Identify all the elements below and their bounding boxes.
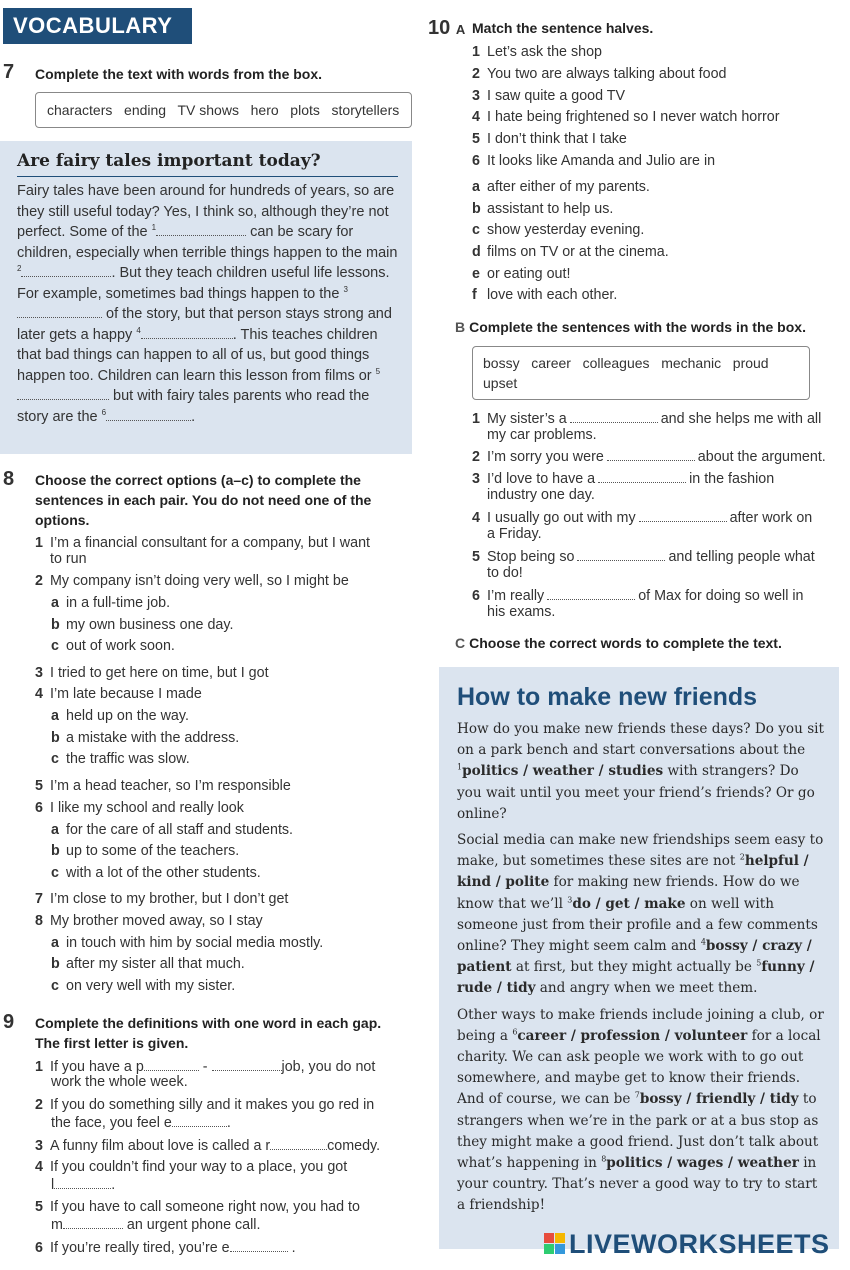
ex9-gap[interactable]: [54, 1176, 111, 1189]
gap-1[interactable]: [156, 223, 246, 236]
ex8-option-a[interactable]: a held up on the way.: [51, 708, 189, 724]
exercise-8-instruction: Choose the correct options (a–c) to complete the sentences in each pair. You do not need one of the options.: [35, 472, 372, 528]
choice-4[interactable]: bossy / crazy / patient: [457, 938, 812, 976]
fairy-tales-text: Fairy tales have been around for hundreds of years, so are they still useful today? Yes, I think so, although they’re not perfect. Some of the $^1$ can be scary for children, especially when terrible things happen to the main $^2$ . But they teach children useful life lessons. For example, sometimes bad things happen to the $^3$ of the story, but that person stays strong and later gets a happy $^4$ . This teaches children that bad things can happen to all of us, but good things happen too. Children can learn this lesson from films or $^5$ but with fairy tales parents who read the story are the $^6$ .: [17, 183, 398, 425]
exercise-8-number: 8: [3, 468, 15, 490]
logo-icon: [544, 1233, 566, 1255]
ex10a-item-5: 5 I don’t think that I take: [472, 131, 627, 147]
ex10b-gap[interactable]: [607, 448, 695, 461]
ex10a-item-2: 2 You two are always talking about food: [472, 66, 727, 82]
ex10b-item-1: 1 My sister’s a and she helps me with all: [472, 411, 822, 427]
ex9-item-1: 1 If you have a p - job, you do not: [35, 1059, 376, 1075]
ex8-option-a[interactable]: a for the care of all staff and students.: [51, 822, 294, 838]
ex8-option-b[interactable]: b after my sister all that much.: [51, 956, 245, 972]
ex10b-gap[interactable]: [639, 509, 727, 522]
ex10b-gap[interactable]: [577, 548, 665, 561]
ex10a-match-d[interactable]: d films on TV or at the cinema.: [472, 244, 669, 260]
ex8-item-5: 5 I’m a head teacher, so I’m responsible: [35, 778, 291, 794]
ex8-option-a[interactable]: a in a full-time job.: [51, 595, 171, 611]
ex10b-item-2: 2 I’m sorry you were about the argument.: [472, 449, 826, 465]
title-rule: [17, 176, 398, 177]
ex8-option-c[interactable]: c on very well with my sister.: [51, 978, 236, 994]
choice-3[interactable]: do / get / make: [572, 895, 686, 912]
ex9-gap[interactable]: [63, 1216, 123, 1229]
ex10b-item-4: 4 I usually go out with my after work on: [472, 510, 813, 526]
ex10a-match-f[interactable]: f love with each other.: [472, 287, 618, 303]
ex8-option-a[interactable]: a in touch with him by social media mostly.: [51, 935, 324, 951]
ex8-item-8: 8 My brother moved away, so I stay: [35, 913, 263, 929]
gap-2[interactable]: [21, 264, 111, 277]
ex8-option-c[interactable]: c out of work soon.: [51, 638, 175, 654]
gap-3[interactable]: [17, 305, 102, 318]
ex10b-item-6: 6 I’m really of Max for doing so well in: [472, 588, 804, 604]
ex10b-item-4-cont: a Friday.: [487, 526, 542, 542]
ex8-item-2: 2 My company isn’t doing very well, so I might be: [35, 573, 349, 589]
ex10b-item-5: 5 Stop being so and telling people what: [472, 549, 815, 565]
fairy-tales-title: Are fairy tales important today?: [17, 151, 321, 171]
ex10b-item-1-cont: my car problems.: [487, 427, 597, 443]
ex9-item-2: 2 If you do something silly and it makes you go red in: [35, 1097, 375, 1113]
ex10b-item-3-cont: industry one day.: [487, 487, 595, 503]
ex9-item-1-cont: work the whole week.: [51, 1074, 188, 1090]
ex9-gap[interactable]: [270, 1137, 327, 1150]
ex8-item-3: 3 I tried to get here on time, but I got: [35, 665, 269, 681]
ex10b-item-3: 3 I’d love to have a in the fashion: [472, 471, 775, 487]
ex9-item-2-cont: the face, you feel e .: [51, 1115, 231, 1131]
exercise-9-instruction: Complete the definitions with one word in each gap. The first letter is given.: [35, 1015, 382, 1051]
ex8-option-b[interactable]: b my own business one day.: [51, 617, 234, 633]
ex9-item-6: 6 If you’re really tired, you’re e .: [35, 1240, 296, 1256]
ex10a-match-c[interactable]: c show yesterday evening.: [472, 222, 645, 238]
ex10a-item-1: 1 Let’s ask the shop: [472, 44, 602, 60]
exercise-7-instruction: Complete the text with words from the box.: [35, 66, 323, 82]
ex10a-match-b[interactable]: b assistant to help us.: [472, 201, 614, 217]
exercise-7-word-box: characters ending TV shows hero plots storytellers: [35, 92, 412, 128]
exercise-7-number: 7: [3, 61, 15, 83]
gap-4[interactable]: [141, 326, 233, 339]
choice-2[interactable]: helpful / kind / polite: [457, 853, 809, 891]
ex9-item-5-cont: m an urgent phone call.: [51, 1217, 261, 1233]
choice-5[interactable]: funny / rude / tidy: [457, 959, 815, 997]
ex9-gap[interactable]: [212, 1058, 282, 1071]
ex10a-match-a[interactable]: a after either of my parents.: [472, 179, 650, 195]
exercise-9-number: 9: [3, 1011, 15, 1033]
ex10a-item-4: 4 I hate being frightened so I never watch horror: [472, 109, 780, 125]
article-title: How to make new friends: [457, 683, 758, 711]
ex8-option-c[interactable]: c the traffic was slow.: [51, 751, 190, 767]
ex9-gap[interactable]: [172, 1114, 227, 1127]
ex10a-match-e[interactable]: e or eating out!: [472, 266, 571, 282]
choice-1[interactable]: politics / weather / studies: [462, 763, 664, 780]
gap-5[interactable]: [17, 387, 109, 400]
exercise-10b-instruction: B Complete the sentences with the words in the box.: [455, 319, 806, 335]
vocabulary-heading: VOCABULARY: [3, 8, 192, 44]
ex9-gap[interactable]: [230, 1239, 288, 1252]
ex8-option-c[interactable]: c with a lot of the other students.: [51, 865, 261, 881]
ex8-option-b[interactable]: b a mistake with the address.: [51, 730, 240, 746]
ex8-option-b[interactable]: b up to some of the teachers.: [51, 843, 240, 859]
exercise-10a-instruction: Match the sentence halves.: [472, 20, 654, 36]
ex10b-gap[interactable]: [570, 410, 658, 423]
exercise-10c-instruction: C Choose the correct words to complete the text.: [455, 635, 782, 651]
ex10b-gap[interactable]: [547, 587, 635, 600]
ex8-item-6: 6 I like my school and really look: [35, 800, 244, 816]
choice-6[interactable]: career / profession / volunteer: [517, 1027, 748, 1044]
ex9-gap[interactable]: [144, 1058, 199, 1071]
ex9-item-3: 3 A funny film about love is called a r comedy.: [35, 1138, 381, 1154]
ex10a-item-6: 6 It looks like Amanda and Julio are in: [472, 153, 716, 169]
ex10b-gap[interactable]: [598, 470, 686, 483]
ex10b-item-5-cont: to do!: [487, 565, 523, 581]
choice-8[interactable]: politics / wages / weather: [606, 1155, 799, 1172]
ex9-item-4: 4 If you couldn’t find your way to a place, you got: [35, 1159, 348, 1175]
ex8-item-1-cont: to run: [50, 551, 87, 567]
article-text: How do you make new friends these days? Do you sit on a park bench and start conversations about the $^1$politics / weather / studies with strangers? Do you wait until you meet your friend’s friends? Or go online? Social media can make new friendships seem easy to make, but sometimes these sites are not $^2$helpful / kind / polite for making new friends. How do we know that we’ll $^3$do / get / make on well with someone just from their profile and a few comments online? They might seem calm and $^4$bossy / crazy / patient at first, but they might actually be $^5$funny / rude / tidy and angry when we meet them. Other ways to make friends include joining a club, or being a $^6$career / profession / volunteer for a local charity. We can ask people we work with to go out somewhere, and maybe get to know their friends. And of course, we can be $^7$bossy / friendly / tidy to strangers when we’re in the park or at a bus stop as they might make a good friend. Just don’t talk about what’s happening in $^8$politics / wages / weather in your country. That’s never a good way to try to start a friendship!: [457, 721, 824, 1214]
ex9-item-4-cont: l .: [51, 1177, 116, 1193]
ex8-item-1: 1 I’m a financial consultant for a company, but I want: [35, 535, 370, 551]
ex8-item-7: 7 I’m close to my brother, but I don’t get: [35, 891, 289, 907]
ex10a-item-3: 3 I saw quite a good TV: [472, 88, 626, 104]
liveworksheets-logo: LIVEWORKSHEETS: [544, 1229, 830, 1260]
ex10b-item-6-cont: his exams.: [487, 604, 556, 620]
ex9-item-5: 5 If you have to call someone right now, you had to: [35, 1199, 360, 1215]
ex8-item-4: 4 I’m late because I made: [35, 686, 202, 702]
choice-7[interactable]: bossy / friendly / tidy: [639, 1091, 799, 1108]
exercise-10-number: 10 A: [428, 17, 466, 39]
gap-6[interactable]: [106, 408, 191, 421]
exercise-10b-word-box: bossy career colleagues mechanic proud upset: [472, 346, 810, 400]
